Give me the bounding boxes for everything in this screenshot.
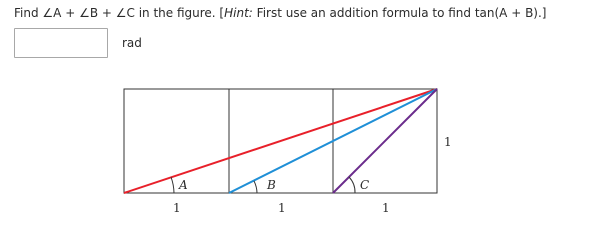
side-label-2: 1 bbox=[278, 201, 286, 215]
question-part2: in the figure. [ bbox=[134, 6, 225, 20]
angle-b-label: B bbox=[267, 178, 276, 192]
plus-2: + bbox=[98, 6, 116, 20]
angle-c-label: C bbox=[360, 178, 370, 192]
angle-c-text: ∠C bbox=[115, 6, 135, 20]
angle-c-arc bbox=[349, 177, 355, 193]
side-label-1: 1 bbox=[173, 201, 181, 215]
hint-expression: tan(A + B) bbox=[474, 6, 538, 20]
angle-b-arc bbox=[254, 181, 257, 193]
purple-diagonal bbox=[333, 89, 437, 193]
hint-label: Hint: bbox=[224, 6, 253, 20]
angle-a-arc bbox=[171, 177, 174, 193]
angle-b-text: ∠B bbox=[79, 6, 99, 20]
angle-a-text: ∠A bbox=[42, 6, 62, 20]
unit-label: rad bbox=[122, 36, 142, 50]
plus-1: + bbox=[61, 6, 80, 20]
question-end: .] bbox=[537, 6, 547, 20]
question-part1: Find bbox=[14, 6, 43, 20]
hint-text: First use an addition formula to find bbox=[252, 6, 475, 20]
side-label-3: 1 bbox=[382, 201, 390, 215]
height-label: 1 bbox=[444, 135, 452, 149]
angle-a-label: A bbox=[179, 178, 188, 192]
